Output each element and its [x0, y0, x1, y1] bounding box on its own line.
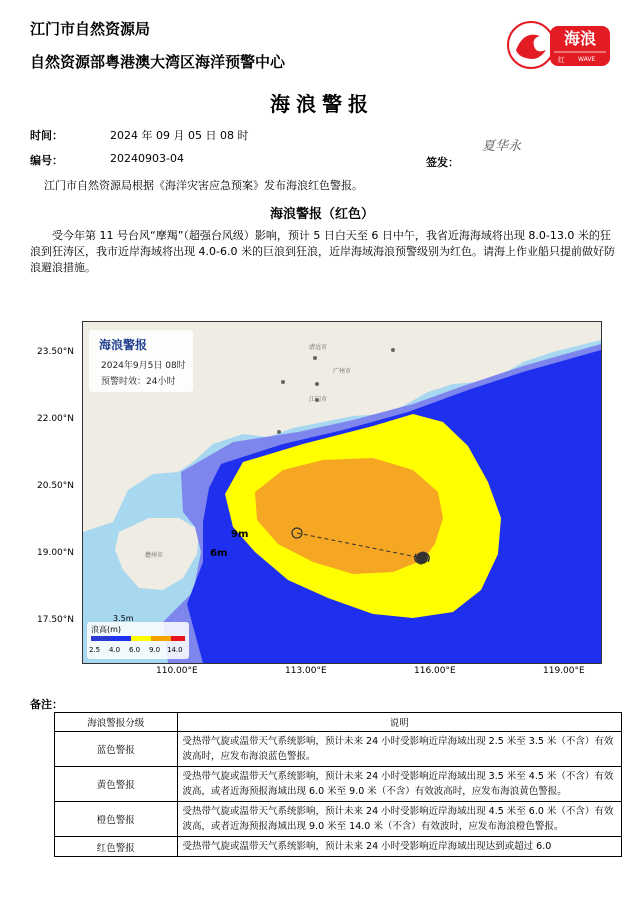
- place-label: 清远市: [309, 344, 328, 351]
- signature: 夏华永: [482, 139, 522, 154]
- level-cell: 橙色警报: [55, 802, 178, 837]
- lat-label: 19.00°N: [37, 548, 74, 558]
- contour-label: 9m: [231, 529, 249, 540]
- wave-warning-map: [82, 321, 602, 664]
- map-info-valid: 预警时效：24小时: [101, 377, 176, 387]
- sign-label: 签发：: [426, 156, 459, 169]
- contour-label: 6m: [210, 548, 228, 559]
- table-header: 海浪警报分级: [55, 713, 178, 732]
- wave-logo: [506, 20, 612, 70]
- legend-value: 6.0: [129, 646, 141, 654]
- place-label: 广州市: [333, 368, 352, 375]
- page-title: 海浪警报: [270, 92, 374, 116]
- level-cell: 黄色警报: [55, 767, 178, 802]
- logo-sub: WAVE: [578, 56, 596, 63]
- place-label: 儋州市: [145, 552, 164, 559]
- number-value: 20240903-04: [110, 152, 184, 165]
- map-info-title: 海浪警报: [99, 338, 148, 352]
- table-row: [55, 732, 622, 767]
- desc-cell: 受热带气旋或温带天气系统影响，预计未来 24 小时受影响近岸海域出现 3.5 米至 4.5 米（不含）有效波高，或者近海预报海域出现 6.0 米至 9.0 米（不含）有效波高时，应发布海浪黄色警报。: [177, 767, 622, 802]
- legend-value: 14.0: [167, 646, 183, 654]
- center-name: 自然资源部粤港澳大湾区海洋预警中心: [30, 53, 286, 71]
- number-label: 编号：: [30, 154, 63, 167]
- desc-cell: 受热带气旋或温带天气系统影响，预计未来 24 小时受影响近岸海域出现达到或超过 6.0: [177, 837, 622, 857]
- time-label: 时间：: [30, 129, 63, 142]
- logo-text: 海浪: [564, 29, 597, 48]
- body-text: 受今年第 11 号台风“摩羯”（超强台风级）影响，预计 5 日白天至 6 日中午，我省近海海域将出现 8.0-13.0 米的狂浪到狂涛区，我市近岸海域将出现 4.0-6.0 米的巨浪到狂浪，近岸海域海浪预警级别为红色。请海上作业船只提前做好防浪避浪措施。: [30, 229, 615, 274]
- legend-value: 4.0: [109, 646, 121, 654]
- table-row: [55, 767, 622, 802]
- level-cell: 蓝色警报: [55, 732, 178, 767]
- intro-text: 江门市自然资源局根据《海洋灾害应急预案》发布海浪红色警报。: [44, 179, 363, 192]
- remarks-label: 备注：: [30, 698, 63, 711]
- legend-value: 9.0: [149, 646, 161, 654]
- lon-label: 116.00°E: [414, 666, 456, 676]
- logo-level: 红: [558, 56, 565, 64]
- place-label: 江门市: [309, 396, 328, 403]
- level-cell: 红色警报: [55, 837, 178, 857]
- time-value: 2024 年 09 月 05 日 08 时: [110, 129, 249, 142]
- lat-label: 23.50°N: [37, 347, 74, 357]
- table-row: [55, 837, 622, 857]
- desc-cell: 受热带气旋或温带天气系统影响，预计未来 24 小时受影响近岸海域出现 2.5 米至 3.5 米（不含）有效波高时，应发布海浪蓝色警报。: [177, 732, 622, 767]
- section-subtitle: 海浪警报（红色）: [269, 207, 374, 222]
- desc-cell: 受热带气旋或温带天气系统影响，预计未来 24 小时受影响近岸海域出现 4.5 米至 6.0 米（不含）有效波高，或者近海预报海域出现 9.0 米至 14.0 米（不含）有效波时，应发布海浪橙色警报。: [177, 802, 622, 837]
- table-row: [55, 802, 622, 837]
- table-header-row: [55, 713, 622, 732]
- legend-value: 2.5: [89, 646, 101, 654]
- map-info-date: 2024年9月5日 08时: [101, 361, 186, 371]
- map-legend: [87, 622, 189, 659]
- lon-label: 113.00°E: [285, 666, 327, 676]
- table-header: 说明: [177, 713, 622, 732]
- map-info-box: [89, 330, 193, 392]
- warning-level-table: [54, 712, 622, 857]
- org-name: 江门市自然资源局: [30, 20, 151, 38]
- lat-label: 20.50°N: [37, 481, 74, 491]
- lon-label: 110.00°E: [156, 666, 198, 676]
- lon-label: 119.00°E: [543, 666, 585, 676]
- contour-label: 3.5m: [113, 614, 134, 623]
- lat-label: 17.50°N: [37, 615, 74, 625]
- legend-title: 浪高(m): [91, 625, 122, 634]
- lat-label: 22.00°N: [37, 414, 74, 424]
